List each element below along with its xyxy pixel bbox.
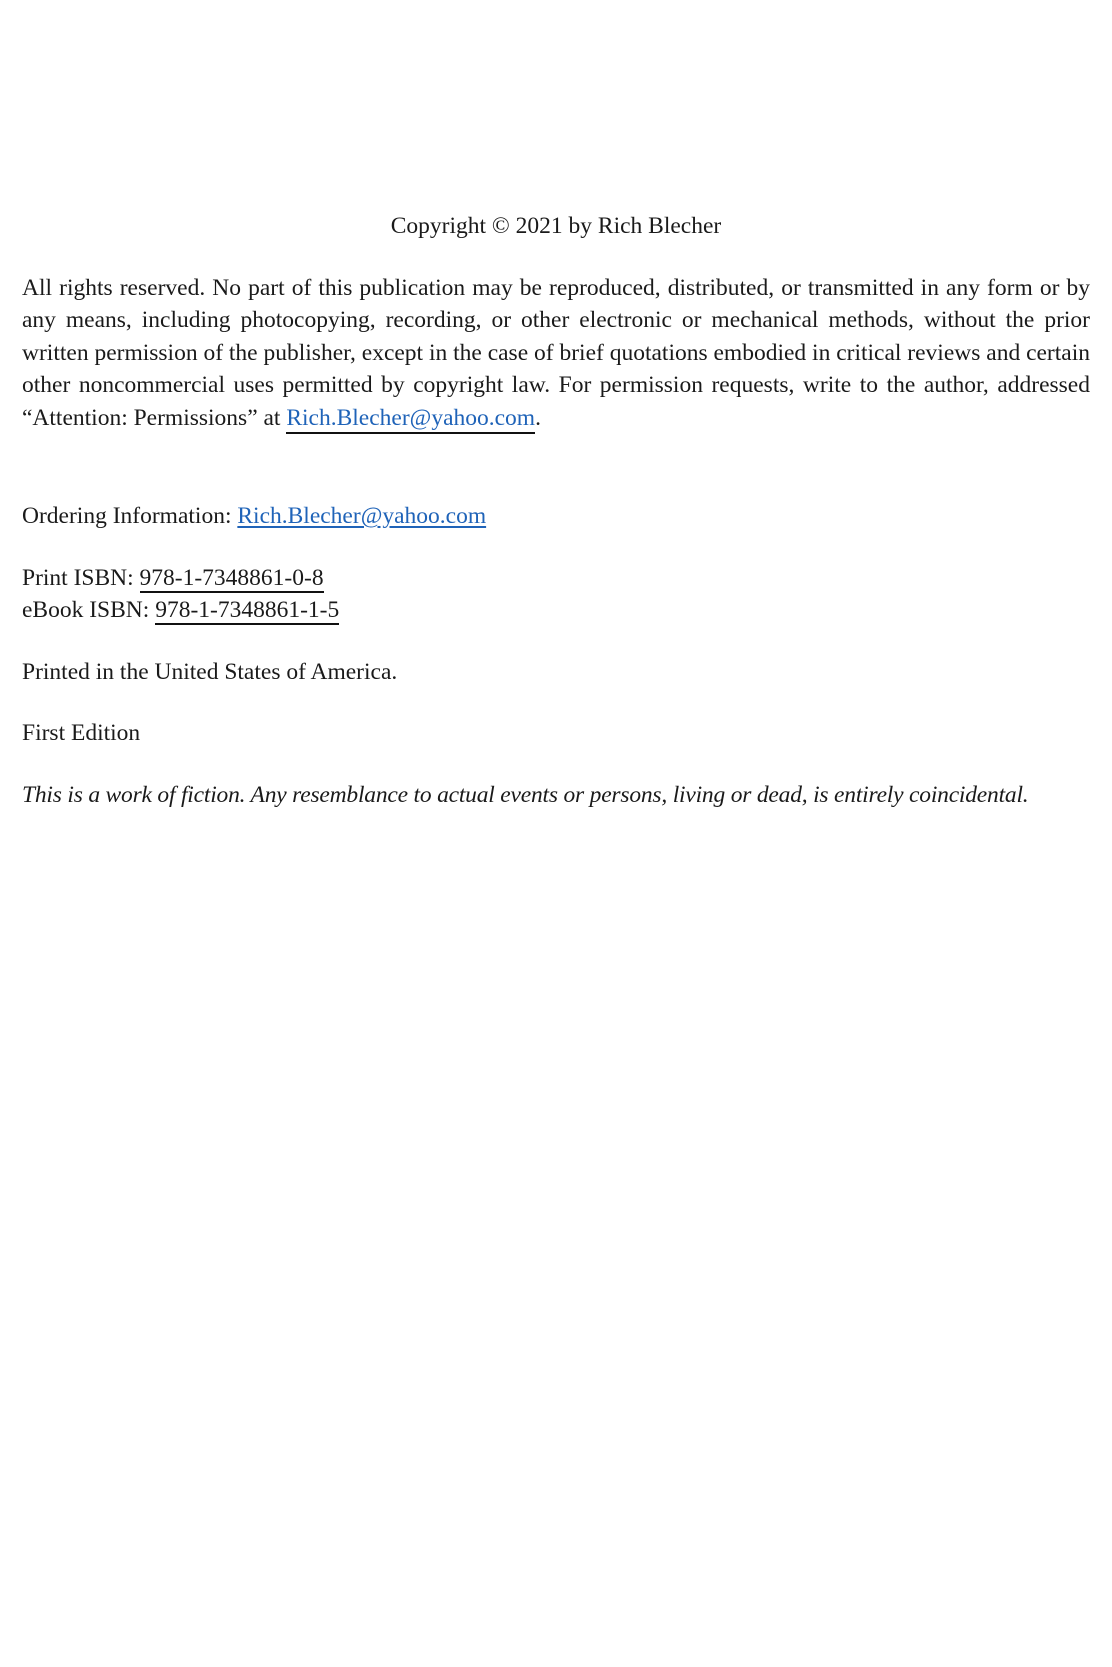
edition: First Edition xyxy=(22,720,141,746)
rights-paragraph xyxy=(22,272,1090,435)
ordering-email-link[interactable]: Rich.Blecher@yahoo.com xyxy=(237,503,487,529)
fiction-disclaimer: This is a work of fiction. Any resemblance to actual events or persons, living or dead, is entirely coincidental. xyxy=(22,781,1029,808)
copyright-line: Copyright © 2021 by Rich Blecher xyxy=(390,213,722,239)
print-isbn-value: 978-1-7348861-0-8 xyxy=(139,564,324,591)
rights-text: All rights reserved. No part of this publication may be reproduced, distributed, or transmitted in any form or by any means, including photocopying, recording, or other electronic or mechanical methods, without the prior written permission of the publisher, except in the case of brief quotations embodied in critical reviews and certain other noncommercial uses permitted by copyright law. For permission requests, write to the author, addressed “Attention: Permissions” at xyxy=(22,274,1090,431)
isbn-block xyxy=(22,562,1090,627)
printed-in: Printed in the United States of America. xyxy=(22,658,398,685)
ebook-isbn-line xyxy=(22,594,1090,627)
ordering-information xyxy=(22,500,1090,533)
ordering-label: Ordering Information: xyxy=(22,503,232,529)
copyright-page xyxy=(22,210,1090,811)
ebook-isbn-value: 978-1-7348861-1-5 xyxy=(155,597,340,623)
print-isbn-line xyxy=(22,562,1090,595)
rights-end-punct: . xyxy=(535,404,541,431)
permissions-email-link[interactable]: Rich.Blecher@yahoo.com xyxy=(286,405,535,434)
ebook-isbn-label: eBook ISBN: xyxy=(22,597,150,623)
print-isbn-label: Print ISBN: xyxy=(22,564,134,591)
